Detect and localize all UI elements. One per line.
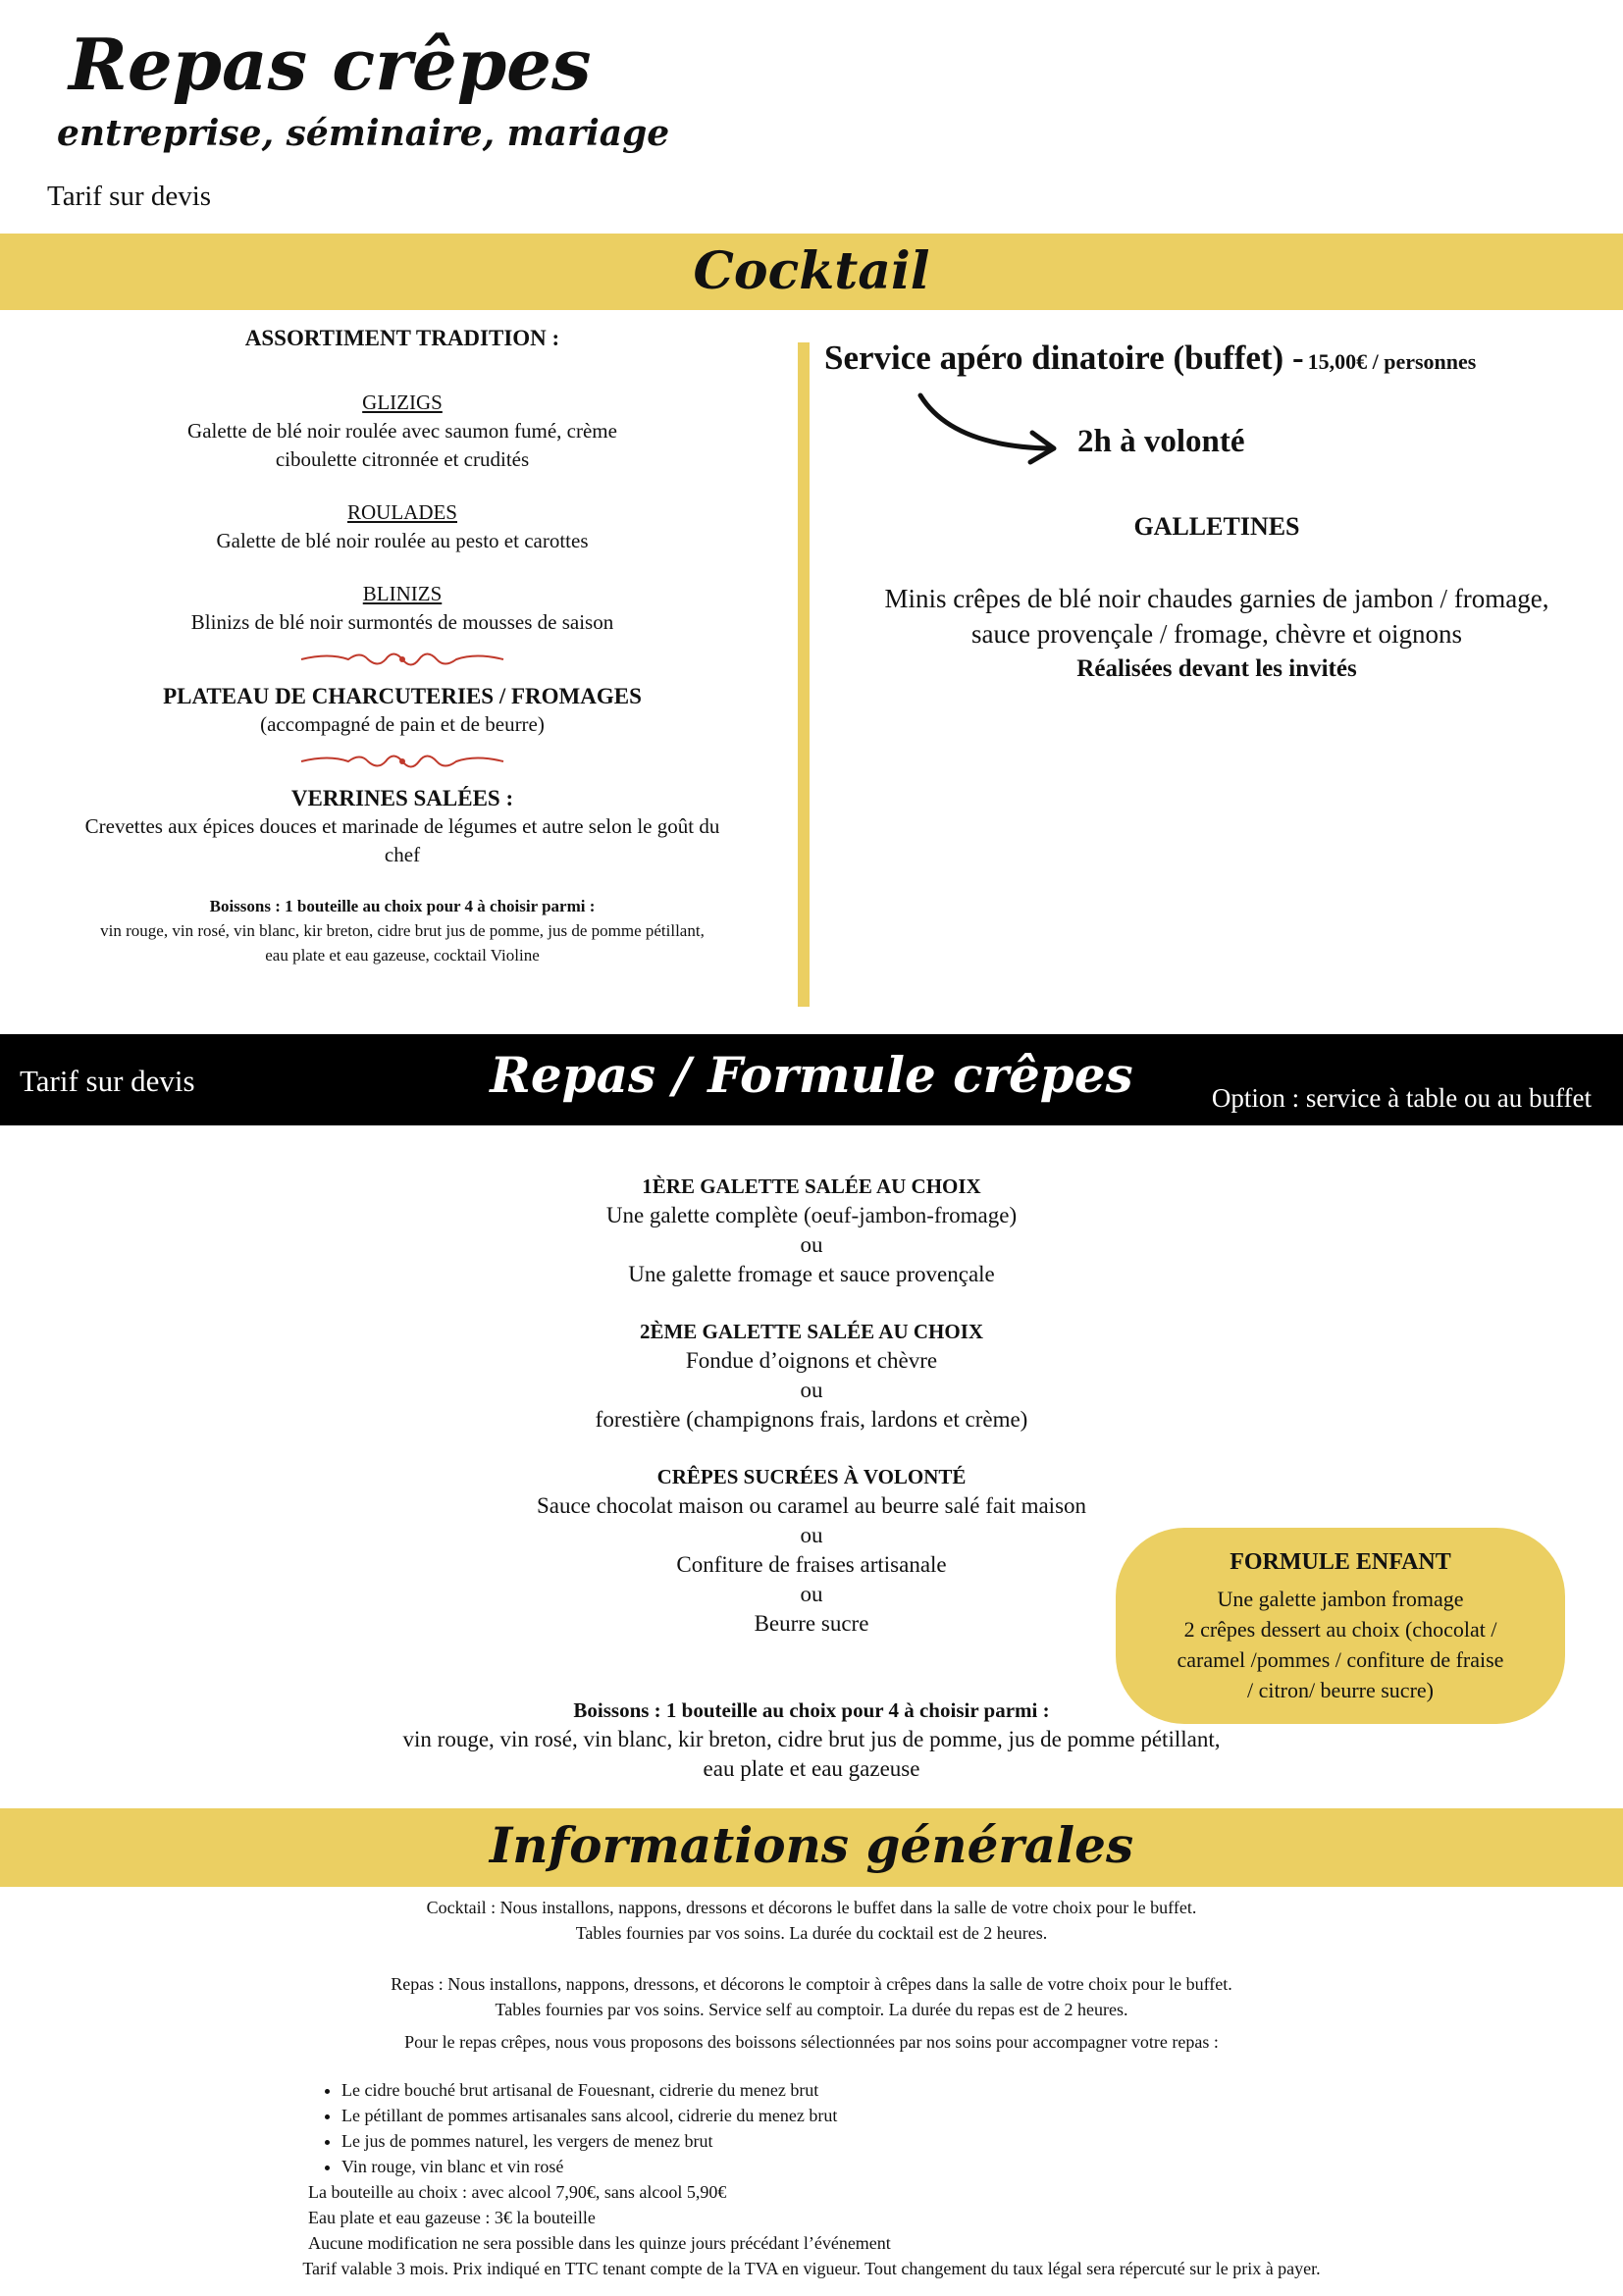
section-line: Une galette fromage et sauce provençale xyxy=(628,1262,995,1286)
infos-repas xyxy=(196,1971,1427,2022)
list-item: • Le pétillant de pommes artisanales sans alcool, cidrerie du menez brut xyxy=(341,2103,891,2128)
assortiment-title: ASSORTIMENT TRADITION : xyxy=(244,326,560,350)
verrines-line: chef xyxy=(384,843,421,866)
verrines-line: Crevettes aux épices douces et marinade de légumes et autre selon le goût du xyxy=(84,814,720,838)
item-name: GLIZIGS xyxy=(362,391,443,414)
list-item: • Vin rouge, vin blanc et vin rosé xyxy=(341,2154,891,2179)
section-line: Confiture de fraises artisanale xyxy=(676,1552,947,1577)
item-line: ciboulette citronnée et crudités xyxy=(275,447,530,471)
formule-enfant-box xyxy=(1116,1528,1565,1724)
item-line: Galette de blé noir roulée avec saumon fumé, crème xyxy=(187,419,617,443)
enfant-line: 2 crêpes dessert au choix (chocolat / xyxy=(1183,1617,1497,1642)
plateau-title: PLATEAU DE CHARCUTERIES / FROMAGES xyxy=(163,684,642,708)
boissons-line: vin rouge, vin rosé, vin blanc, kir breton, cidre brut jus de pomme, jus de pomme pétillant, xyxy=(100,921,705,940)
cocktail-band xyxy=(0,234,1623,310)
duration-label: 2h à volonté xyxy=(1077,424,1245,459)
repas-option: Option : service à table ou au buffet xyxy=(1211,1083,1592,1113)
ornament-divider-icon xyxy=(299,747,505,776)
galletines-line: sauce provençale / fromage, chèvre et oignons xyxy=(970,619,1463,649)
section-line: Beurre sucre xyxy=(754,1611,869,1636)
curved-arrow-icon xyxy=(913,388,1070,466)
infos-boissons-list xyxy=(308,2077,891,2256)
section-line: Une galette complète (oeuf-jambon-fromage) xyxy=(605,1203,1018,1227)
galletines-note: Réalisées devant les invités xyxy=(1076,655,1357,682)
section-line: ou xyxy=(800,1378,823,1402)
service-price: 15,00€ / personnes xyxy=(1307,349,1477,374)
prix-line: La bouteille au choix : avec alcool 7,90€, sans alcool 5,90€ xyxy=(308,2182,727,2202)
infos-cocktail xyxy=(196,1895,1427,1946)
footer-note: Tarif valable 3 mois. Prix indiqué en TTC tenant compte de la TVA en vigueur. Tout changement du taux légal sera répercuté sur le prix à payer. xyxy=(302,2259,1321,2278)
boissons-line: eau plate et eau gazeuse xyxy=(703,1756,920,1781)
galletines-description xyxy=(824,581,1609,687)
cocktail-left-column xyxy=(20,324,785,967)
item-line: Blinizs de blé noir surmontés de mousses de saison xyxy=(190,610,614,634)
info-line: Tables fournies par vos soins. Service self au comptoir. La durée du repas est de 2 heures. xyxy=(495,2000,1128,2019)
cocktail-title: Cocktail xyxy=(693,241,930,301)
repas-title: Repas / Formule crêpes xyxy=(490,1046,1133,1104)
repas-band xyxy=(0,1034,1623,1125)
item-name: ROULADES xyxy=(346,500,457,524)
galletines-line: Minis crêpes de blé noir chaudes garnies de jambon / fromage, xyxy=(884,584,1549,613)
boissons-line: eau plate et eau gazeuse, cocktail Violine xyxy=(265,946,540,965)
section-line: Sauce chocolat maison ou caramel au beurre salé fait maison xyxy=(536,1493,1087,1518)
service-title: Service apéro dinatoire (buffet) - xyxy=(824,339,1304,377)
enfant-line: caramel /pommes / confiture de fraise xyxy=(1177,1647,1504,1672)
info-line: Tables fournies par vos soins. La durée du cocktail est de 2 heures. xyxy=(575,1923,1048,1943)
section-line: ou xyxy=(800,1523,823,1547)
section-title: CRÊPES SUCRÉES À VOLONTÉ xyxy=(656,1465,967,1488)
section-title: 2ÈME GALETTE SALÉE AU CHOIX xyxy=(639,1320,984,1343)
info-line: Cocktail : Nous installons, nappons, dressons et décorons le buffet dans la salle de votre choix pour le buffet. xyxy=(426,1898,1197,1917)
enfant-line: / citron/ beurre sucre) xyxy=(1247,1678,1434,1702)
list-item: • Le cidre bouché brut artisanal de Fouesnant, cidrerie du menez brut xyxy=(341,2077,891,2103)
boissons-line: vin rouge, vin rosé, vin blanc, kir breton, cidre brut jus de pomme, jus de pomme pétillant, xyxy=(402,1727,1221,1751)
section-line: ou xyxy=(800,1582,823,1606)
tarif-header: Tarif sur devis xyxy=(47,181,212,212)
item-line: Galette de blé noir roulée au pesto et carottes xyxy=(216,529,589,552)
page-title: Repas crêpes xyxy=(69,23,592,106)
infos-boissons-intro: Pour le repas crêpes, nous vous proposons des boissons sélectionnées par nos soins pour accompagner votre repas : xyxy=(404,2032,1219,2052)
section-line: Fondue d’oignons et chèvre xyxy=(685,1348,938,1373)
column-divider xyxy=(798,342,810,1007)
info-line: Repas : Nous installons, nappons, dressons, et décorons le comptoir à crêpes dans la salle de votre choix pour le buffet. xyxy=(391,1974,1232,1994)
item-name: BLINIZS xyxy=(362,582,443,605)
section-title: 1ÈRE GALETTE SALÉE AU CHOIX xyxy=(642,1174,981,1198)
service-heading xyxy=(824,339,1609,378)
section-line: forestière (champignons frais, lardons et crème) xyxy=(595,1407,1028,1432)
page-subtitle: entreprise, séminaire, mariage xyxy=(57,113,670,154)
boissons-title: Boissons : 1 bouteille au choix pour 4 à choisir parmi : xyxy=(209,897,596,915)
list-item: • Le jus de pommes naturel, les vergers de menez brut xyxy=(341,2128,891,2154)
ornament-divider-icon xyxy=(299,645,505,674)
enfant-line: Une galette jambon fromage xyxy=(1217,1587,1464,1611)
prix-line: Aucune modification ne sera possible dans les quinze jours précédant l’événement xyxy=(308,2233,891,2253)
prix-line: Eau plate et eau gazeuse : 3€ la bouteille xyxy=(308,2208,596,2227)
infos-title: Informations générales xyxy=(489,1816,1134,1874)
enfant-title: FORMULE ENFANT xyxy=(1230,1549,1451,1575)
repas-tarif: Tarif sur devis xyxy=(20,1064,195,1098)
plateau-desc: (accompagné de pain et de beurre) xyxy=(260,712,545,736)
galletines-title: GALLETINES xyxy=(1133,512,1300,541)
infos-band xyxy=(0,1808,1623,1887)
verrines-title: VERRINES SALÉES : xyxy=(290,786,514,810)
boissons-title: Boissons : 1 bouteille au choix pour 4 à choisir parmi : xyxy=(573,1698,1050,1722)
section-line: ou xyxy=(800,1232,823,1257)
